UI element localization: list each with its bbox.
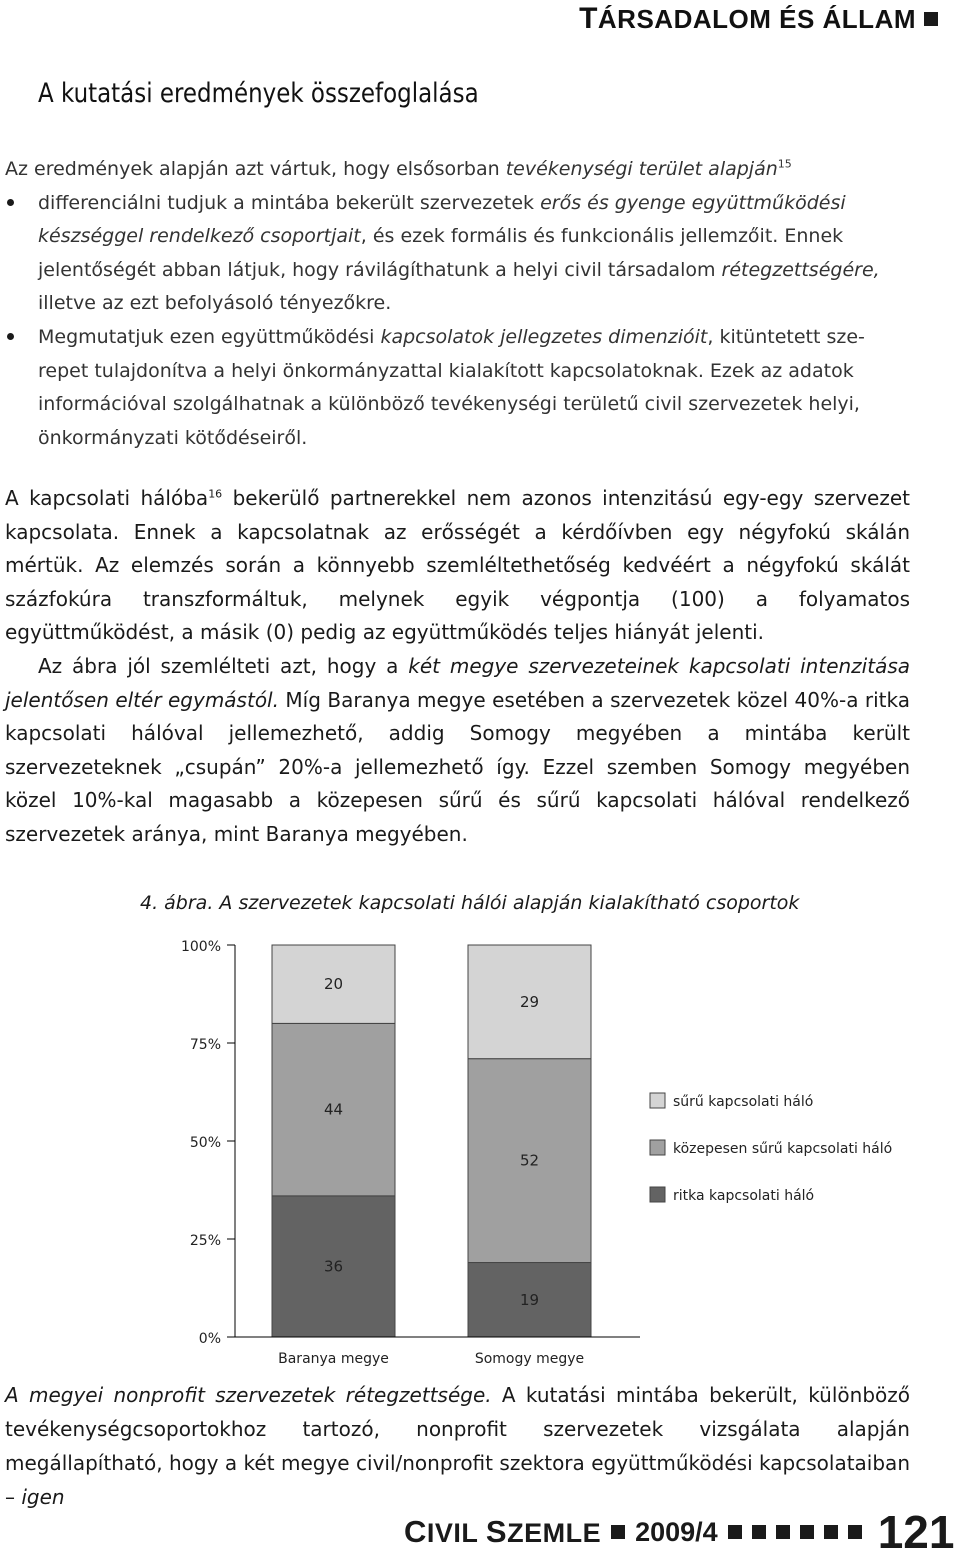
y-tick-label: 50% [189,1135,221,1151]
footer-square-icon [800,1525,814,1539]
legend-label: ritka kapcsolati háló [673,1188,815,1204]
data-label: 52 [519,1151,540,1170]
paragraph-1: A kapcsolati hálóba$^{16}$ bekerülő partnerekkel nem azonos intenzitású egy-egy szervezet kapcsolata. Ennek a kapcsolatnak az erősségét a kérdőívben egy négyfokú skálán mértük. Az elemzés során a könnyebb szemléltethetőség kedvéért a négyfokú skálát százfokúra transzformáltuk, melynek egyik végpontja (100) a folyamatos együttműködést, a másik (0) pedig az együttműködés teljes hiányát jelenti. [5,486,911,645]
data-label: 19 [519,1290,540,1309]
header-square-icon [924,12,938,26]
bullet-item-1: differenciálni tudjuk a mintába bekerült szervezetek erős és gyenge együttműködési készséggel rendelkező csoportjait, és ezek formális és funkcionális jellemzőit. Ennek jelentőségét abban látjuk, hogy rávilágíthatunk a helyi civil társadalom rétegzettségére, illetve az ezt befolyásoló tényezőkre. [5,187,910,321]
legend-swatch [650,1187,665,1202]
legend-label: közepesen sűrű kapcsolati háló [673,1141,893,1157]
issue-number: 2009/4 [635,1516,718,1547]
data-label: 20 [323,975,344,994]
legend-swatch [650,1140,665,1155]
data-label: 36 [323,1257,344,1276]
paragraph-2: Az ábra jól szemlélteti azt, hogy a két megye szervezeteinek kapcsolati intenzitása jelentősen eltér egymástól. Míg Baranya megye esetében a szervezetek közel 40%-a ritka kapcsolati hálóval jellemezhető, addig Somogy megyében a mintába került szervezeteknek „csupán” 20%-a jellemezhető így. Ezzel szemben Somogy megyében közel 10%-kal magasabb a közepesen sűrű és sűrű kapcsolati hálóval rendelkező szervezetek aránya, mint Baranya megyében. [5,653,911,846]
journal-name: CIVIL SZEMLE [404,1514,602,1549]
y-tick-label: 100% [180,939,221,955]
closing-paragraph: A megyei nonprofit szervezetek rétegzettsége. A kutatási mintába bekerült, különböző tevékenységcsoportokhoz tartozó, nonprofit szervezetek vizsgálata alapján megállapítható, hogy a két megye civil/nonprofit szektora együttműködési kapcsolataiban – igen [5,1383,910,1509]
category-label: Baranya megye [278,1351,389,1367]
intro-line: Az eredmények alapján azt vártuk, hogy elsősorban tevékenységi terület alapján$^{15}$ [5,157,792,180]
body-text [5,482,910,852]
header-text: TÁRSADALOM ÉS ÁLLAM [579,2,916,35]
stacked-bar-chart [150,925,910,1375]
legend-label: sűrű kapcsolati háló [673,1094,814,1110]
y-tick-label: 25% [189,1233,221,1249]
running-header [579,2,938,36]
footer-square-icon [848,1525,862,1539]
footer-square-icon [776,1525,790,1539]
data-label: 44 [323,1100,344,1119]
legend-swatch [650,1093,665,1108]
y-tick-label: 0% [198,1331,221,1347]
bullet-item-2: Megmutatjuk ezen együttműködési kapcsolatok jellegzetes dimenzióit, kitüntetett sze- repet tulajdonítva a helyi önkormányzattal kialakított kapcsolatoknak. Ezek az adatok információval szolgálhatnak a különböző tevékenységi területű civil szervezetek helyi, önkormányzati kötődéseiről. [5,321,910,455]
intro-block [5,153,910,455]
page-footer [404,1505,954,1559]
bullet-icon [7,333,14,340]
footer-square-icon [611,1525,625,1539]
footer-square-icon [824,1525,838,1539]
y-tick-label: 75% [189,1037,221,1053]
data-label: 29 [519,992,540,1011]
section-title: A kutatási eredmények összefoglalása [38,78,479,109]
figure-caption: 4. ábra. A szervezetek kapcsolati hálói alapján kialakítható csoportok [140,892,800,914]
closing-text [5,1378,910,1514]
footer-square-icon [752,1525,766,1539]
footer-square-icon [728,1525,742,1539]
category-label: Somogy megye [474,1351,585,1367]
bullet-icon [7,199,14,206]
page-number: 121 [877,1506,955,1558]
